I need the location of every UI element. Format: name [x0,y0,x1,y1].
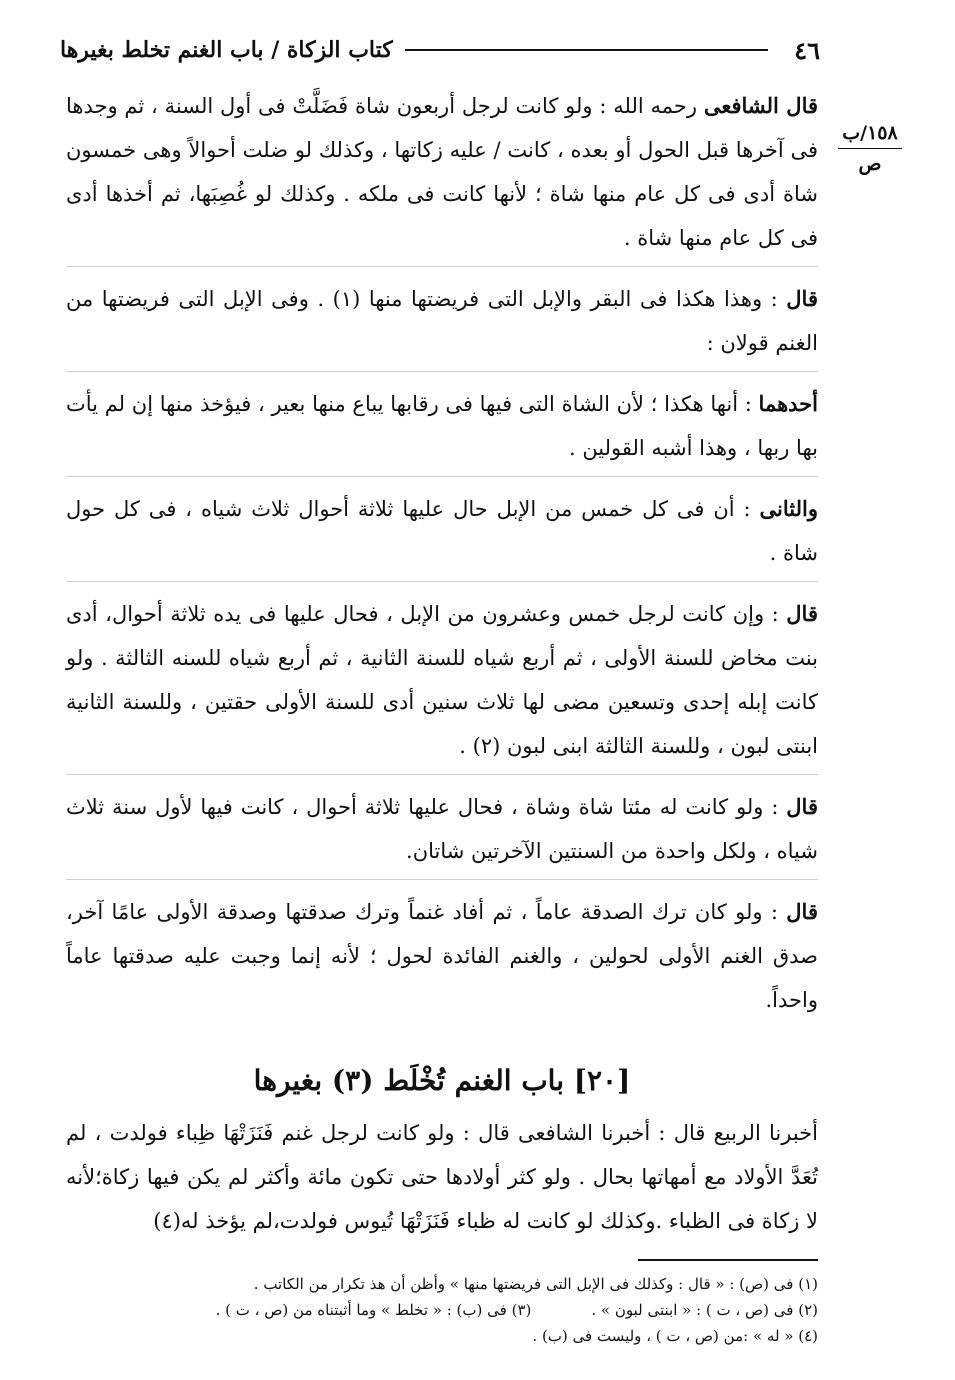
header-title: كتاب الزكاة / باب الغنم تخلط بغيرها [60,37,393,63]
paragraph-text: : وهذا هكذا فى البقر والإبل التى فريضتها منها (١) . وفى الإبل التى فريضتها من الغنم قولان : [66,287,818,355]
footnote-2: (٢) فى (ص ، ت ) : « ابنتى لبون » . [591,1301,818,1319]
paragraph-lead: والثانى [759,496,818,521]
footnotes [66,1271,818,1349]
footnote-4: (٤) « له » :من (ص ، ت ) ، وليست فى (ب) . [532,1327,818,1345]
paragraph-7 [66,890,818,1028]
paragraph-6 [66,785,818,880]
paragraph-1 [66,84,818,267]
chapter-paragraph: أخبرنا الربيع قال : أخبرنا الشافعى قال : ولو كانت لرجل غنم فَنَزَتْهَا ظِباء فولدت ، لم تُعَدَّ الأولاد مع أمهاتها بحال . ولو كثر أولادها حتى تكون مائة وأكثر لم يكن فيها زكاة؛لأنه لا زكاة فى الظباء .وكذلك لو كانت له ظباء فَنَزَتْهَا تُيوس فولدت،لم يؤخذ له(٤) [66,1121,818,1233]
manuscript-siglum: ص [858,153,882,175]
paragraph-text: : ولو كانت له مئتا شاة وشاة ، فحال عليها ثلاثة أحوال ، كانت فيها لأول سنة ثلاث شياه ، ولكل واحدة من السنتين الآخرتين شاتان. [66,795,818,863]
paragraph-text: : أن فى كل خمس من الإبل حال عليها ثلاثة أحوال ثلاث شياه ، فى كل حول شاة . [66,497,818,565]
header-rule [405,49,768,51]
paragraph-lead: قال [786,601,818,626]
page-number: ٤٦ [794,35,820,65]
paragraph-lead: قال [786,286,818,311]
paragraph-text: رحمه الله : ولو كانت لرجل أربعون شاة فَضَلَّتْ فى أول السنة ، ثم وجدها فى آخرها قبل الحول أو بعده ، كانت / عليه زكاتها ، وكذلك لو ضلت أحوالاً وهى خمسون شاة أدى فى كل عام منها شاة ؛ لأنها كانت فى ملكه . وكذلك لو غُصِبَها، ثم أخذها أدى فى كل عام منها شاة . [66,94,818,250]
footnote-3: (٣) فى (ب) : « تخلط » وما أثبتناه من (ص ، ت ) . [215,1301,532,1319]
paragraph-2 [66,277,818,372]
paragraph-3 [66,382,818,477]
manuscript-folio-note [832,120,908,177]
folio-rule [838,148,902,149]
paragraph-lead: قال الشافعى [703,93,819,118]
folio-reference: ١٥٨/ب [842,122,898,144]
footnote-gap [531,1297,591,1323]
running-head [60,30,820,70]
body-text [66,84,818,1349]
paragraph-lead: قال [786,899,818,924]
paragraph-text: : ولو كان ترك الصدقة عاماً ، ثم أفاد غنماً وترك صدقتها وصدقة الأولى عامًا آخر، صدق الغنم الأولى لحولين ، والغنم الفائدة لحول ؛ لأنه إنما وجبت عليه صدقتها عاماً واحداً. [66,900,819,1012]
paragraph-text: : أنها هكذا ؛ لأن الشاة التى فيها فى رقابها يباع منها بعير ، فيؤخذ منها إن لم يأت بها ربها ، وهذا أشبه القولين . [66,392,818,460]
paragraph-4 [66,487,818,582]
footnote-row [66,1297,818,1323]
footnote-rule [638,1259,818,1261]
paragraph-lead: قال [786,794,818,819]
paragraph-text: : وإن كانت لرجل خمس وعشرون من الإبل ، فحال عليها فى يده ثلاثة أحوال، أدى بنت مخاض للسنة الأولى ، ثم أربع شياه للسنة الثانية ، ثم أربع شياه للسنه الثالثة . ولو كانت إبله إحدى وتسعين مضى لها ثلاث سنين أدى للسنة الأولى حقتين ، وللسنة الثانية ابنتى لبون ، وللسنة الثالثة ابنى لبون (٢) . [66,602,818,758]
paragraph-lead: أحدهما [758,391,818,416]
paragraph-5 [66,592,818,775]
footnote-1: (١) فى (ص) : « قال : وكذلك فى الإبل التى فريضتها منها » وأظن أن هذ تكرار من الكاتب . [253,1275,818,1293]
chapter-heading: [٢٠] باب الغنم تُخْلَط (٣) بغيرها [253,1064,631,1097]
